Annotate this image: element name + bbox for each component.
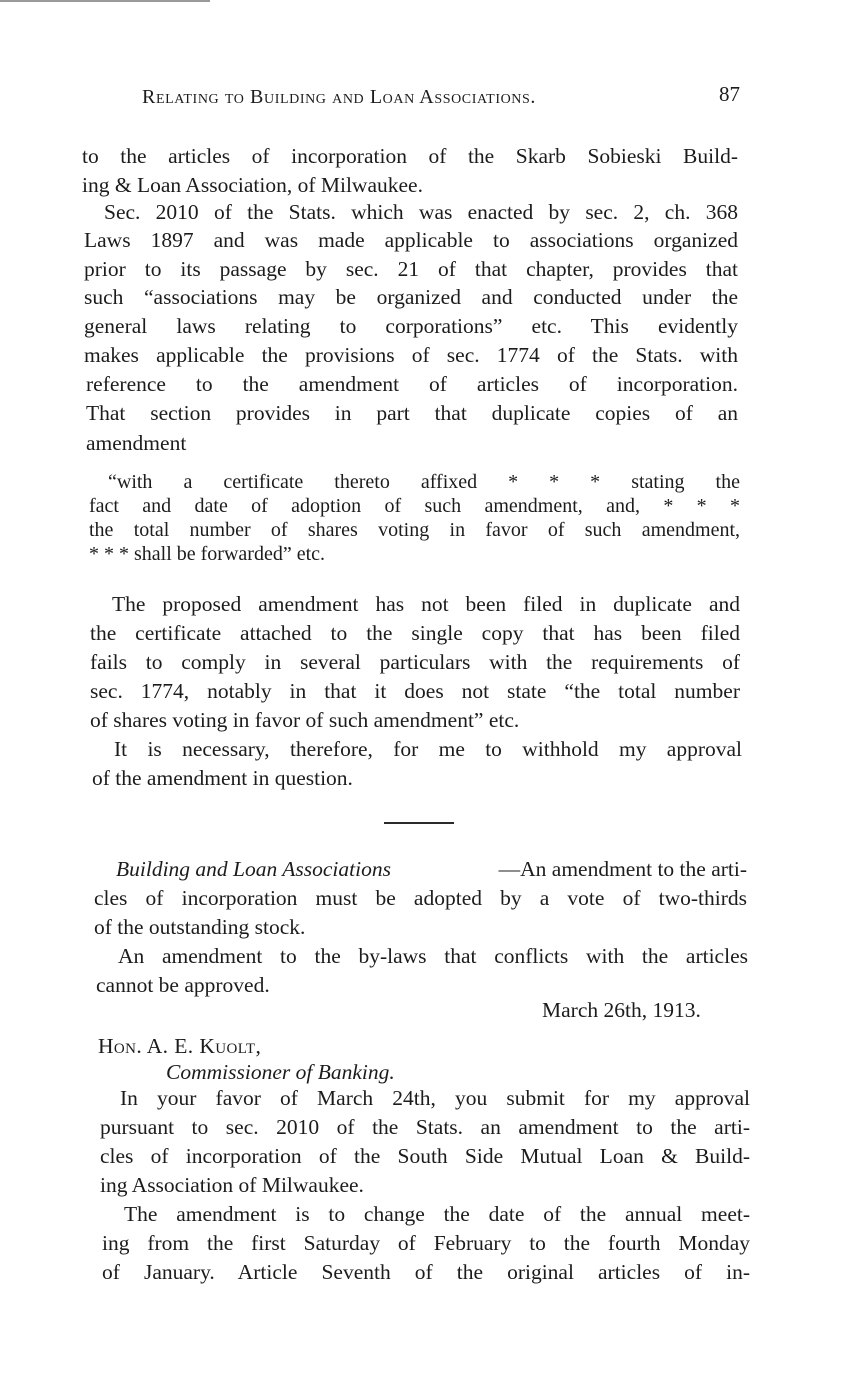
syllabus-first-line xyxy=(116,855,747,883)
quote-line: “with a certificate thereto affixed * * * stating the xyxy=(108,471,740,493)
body-line: ing Association of Milwaukee. xyxy=(100,1173,364,1197)
body-line: of shares voting in favor of such amendment” etc. xyxy=(90,708,520,732)
syllabus-line: —An amendment to the arti- xyxy=(498,857,747,881)
syllabus-line: cles of incorporation must be adopted by a vote of two-thirds xyxy=(94,886,747,910)
body-line: the certificate attached to the single copy that has been filed xyxy=(90,621,740,645)
body-line: The amendment is to change the date of the annual meet- xyxy=(124,1202,750,1226)
body-line: of January. Article Seventh of the original articles of in- xyxy=(102,1260,750,1284)
quote-line: * * * shall be forwarded” etc. xyxy=(89,543,326,565)
body-line: ing & Loan Association, of Milwaukee. xyxy=(82,173,423,197)
body-line: Laws 1897 and was made applicable to associations organized xyxy=(84,228,738,252)
body-line: The proposed amendment has not been filed in duplicate and xyxy=(112,592,740,616)
running-head: Relating to Building and Loan Associations. xyxy=(142,86,536,108)
body-line: reference to the amendment of articles of incorporation. xyxy=(86,372,738,396)
syllabus-title: Building and Loan Associations xyxy=(116,857,391,881)
body-line: fails to comply in several particulars with the requirements of xyxy=(90,650,740,674)
quote-line: the total number of shares voting in favor of such amendment, xyxy=(89,519,740,541)
body-line: to the articles of incorporation of the Skarb Sobieski Build- xyxy=(82,144,738,168)
body-line: It is necessary, therefore, for me to withhold my approval xyxy=(114,737,742,761)
body-line: In your favor of March 24th, you submit for my approval xyxy=(120,1086,750,1110)
body-line: makes applicable the provisions of sec. 1774 of the Stats. with xyxy=(84,343,738,367)
page-edge-rule xyxy=(0,0,210,2)
body-line: amendment xyxy=(86,431,187,455)
body-line: such “associations may be organized and conducted under the xyxy=(84,285,738,309)
page-header xyxy=(90,82,740,112)
syllabus-line: An amendment to the by-laws that conflicts with the articles xyxy=(118,944,748,968)
quote-line: fact and date of adoption of such amendment, and, * * * xyxy=(89,495,740,517)
body-line: sec. 1774, notably in that it does not state “the total number xyxy=(90,679,740,703)
body-line: general laws relating to corporations” etc. This evidently xyxy=(84,314,738,338)
body-line: prior to its passage by sec. 21 of that chapter, provides that xyxy=(84,257,738,281)
addressee-name: Hon. A. E. Kuolt, xyxy=(98,1034,262,1058)
opinion-date: March 26th, 1913. xyxy=(542,998,701,1022)
syllabus-line: cannot be approved. xyxy=(96,973,270,997)
body-line: Sec. 2010 of the Stats. which was enacted by sec. 2, ch. 368 xyxy=(104,200,738,224)
body-line: cles of incorporation of the South Side Mutual Loan & Build- xyxy=(100,1144,750,1168)
body-line: That section provides in part that duplicate copies of an xyxy=(86,401,738,425)
syllabus-line: of the outstanding stock. xyxy=(94,915,306,939)
page-number: 87 xyxy=(719,82,740,106)
body-line: pursuant to sec. 2010 of the Stats. an amendment to the arti- xyxy=(100,1115,750,1139)
body-line: of the amendment in question. xyxy=(92,766,353,790)
addressee-title: Commissioner of Banking. xyxy=(166,1060,395,1084)
body-line: ing from the first Saturday of February to the fourth Monday xyxy=(102,1231,750,1255)
section-divider xyxy=(384,822,454,824)
